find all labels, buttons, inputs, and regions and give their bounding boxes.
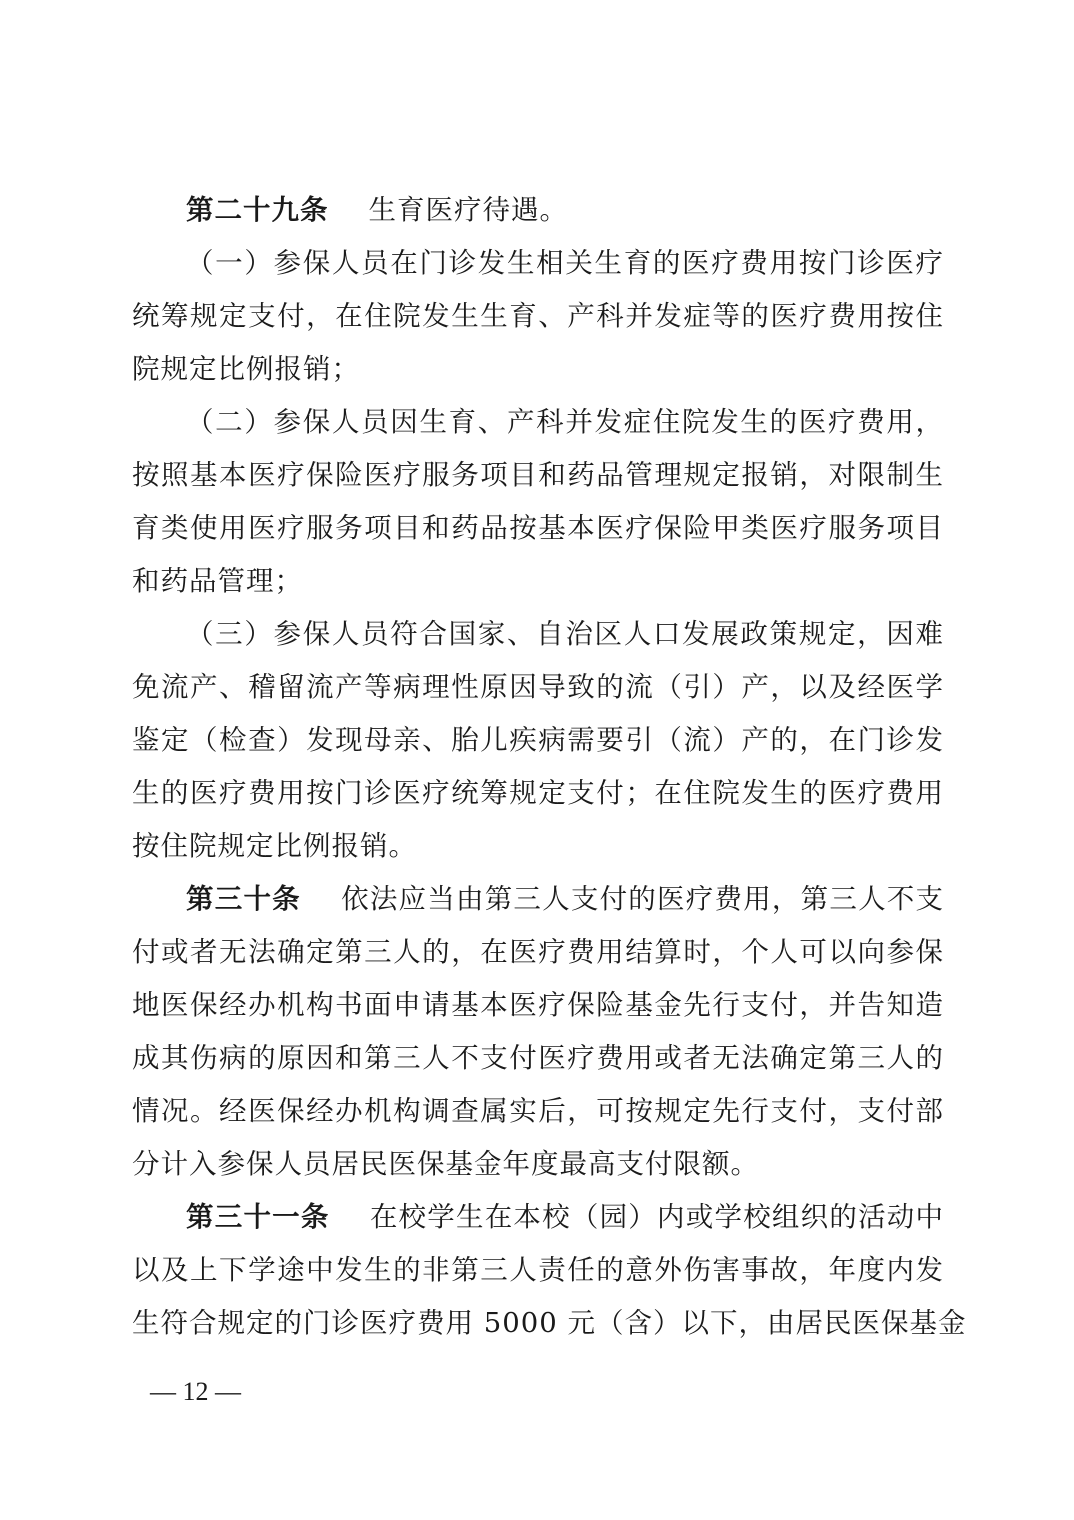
paragraph-text: 在校学生在本校（园）内或学校组织的活动中 xyxy=(369,1201,945,1233)
paragraph-line: 按住院规定比例报销。 xyxy=(132,830,417,862)
paragraph-line: 情况。经医保经办机构调查属实后，可按规定先行支付，支付部 xyxy=(132,1095,944,1127)
paragraph-line: 统筹规定支付，在住院发生生育、产科并发症等的医疗费用按住 xyxy=(132,300,944,332)
article-heading: 第三十一条 xyxy=(186,1201,330,1233)
paragraph-text: 依法应当由第三人支付的医疗费用，第三人不支 xyxy=(340,883,945,915)
paragraph-line: 按照基本医疗保险医疗服务项目和药品管理规定报销，对限制生 xyxy=(132,459,944,491)
paragraph-line: 付或者无法确定第三人的，在医疗费用结算时，个人可以向参保 xyxy=(132,936,944,968)
paragraph-line: 和药品管理； xyxy=(132,565,303,597)
paragraph-line: （一）参保人员在门诊发生相关生育的医疗费用按门诊医疗 xyxy=(186,247,944,279)
article-31-heading-line xyxy=(186,1190,944,1244)
paragraph-line: 生符合规定的门诊医疗费用 5000 元（含）以下，由居民医保基金 xyxy=(132,1307,967,1339)
article-heading: 第二十九条 xyxy=(186,194,329,226)
paragraph-line: 分计入参保人员居民医保基金年度最高支付限额。 xyxy=(132,1148,759,1180)
paragraph-line: 以及上下学途中发生的非第三人责任的意外伤害事故，年度内发 xyxy=(132,1254,944,1286)
article-heading: 第三十条 xyxy=(186,883,301,915)
paragraph-line: （二）参保人员因生育、产科并发症住院发生的医疗费用， xyxy=(186,406,944,438)
paragraph-line: 成其伤病的原因和第三人不支付医疗费用或者无法确定第三人的 xyxy=(132,1042,944,1074)
page-number: — 12 — xyxy=(150,1377,241,1406)
article-29-heading-line xyxy=(186,183,944,237)
paragraph-line: 育类使用医疗服务项目和药品按基本医疗保险甲类医疗服务项目 xyxy=(132,512,944,544)
paragraph-line: 院规定比例报销； xyxy=(132,353,360,385)
paragraph-line: （三）参保人员符合国家、自治区人口发展政策规定，因难 xyxy=(186,618,944,650)
article-title: 生育医疗待遇。 xyxy=(368,194,568,226)
paragraph-line: 地医保经办机构书面申请基本医疗保险基金先行支付，并告知造 xyxy=(132,989,944,1021)
paragraph-line: 鉴定（检查）发现母亲、胎儿疾病需要引（流）产的，在门诊发 xyxy=(132,724,944,756)
paragraph-line: 生的医疗费用按门诊医疗统筹规定支付；在住院发生的医疗费用 xyxy=(132,777,944,809)
paragraph-line: 免流产、稽留流产等病理性原因导致的流（引）产，以及经医学 xyxy=(132,671,944,703)
article-30-heading-line xyxy=(186,872,944,926)
